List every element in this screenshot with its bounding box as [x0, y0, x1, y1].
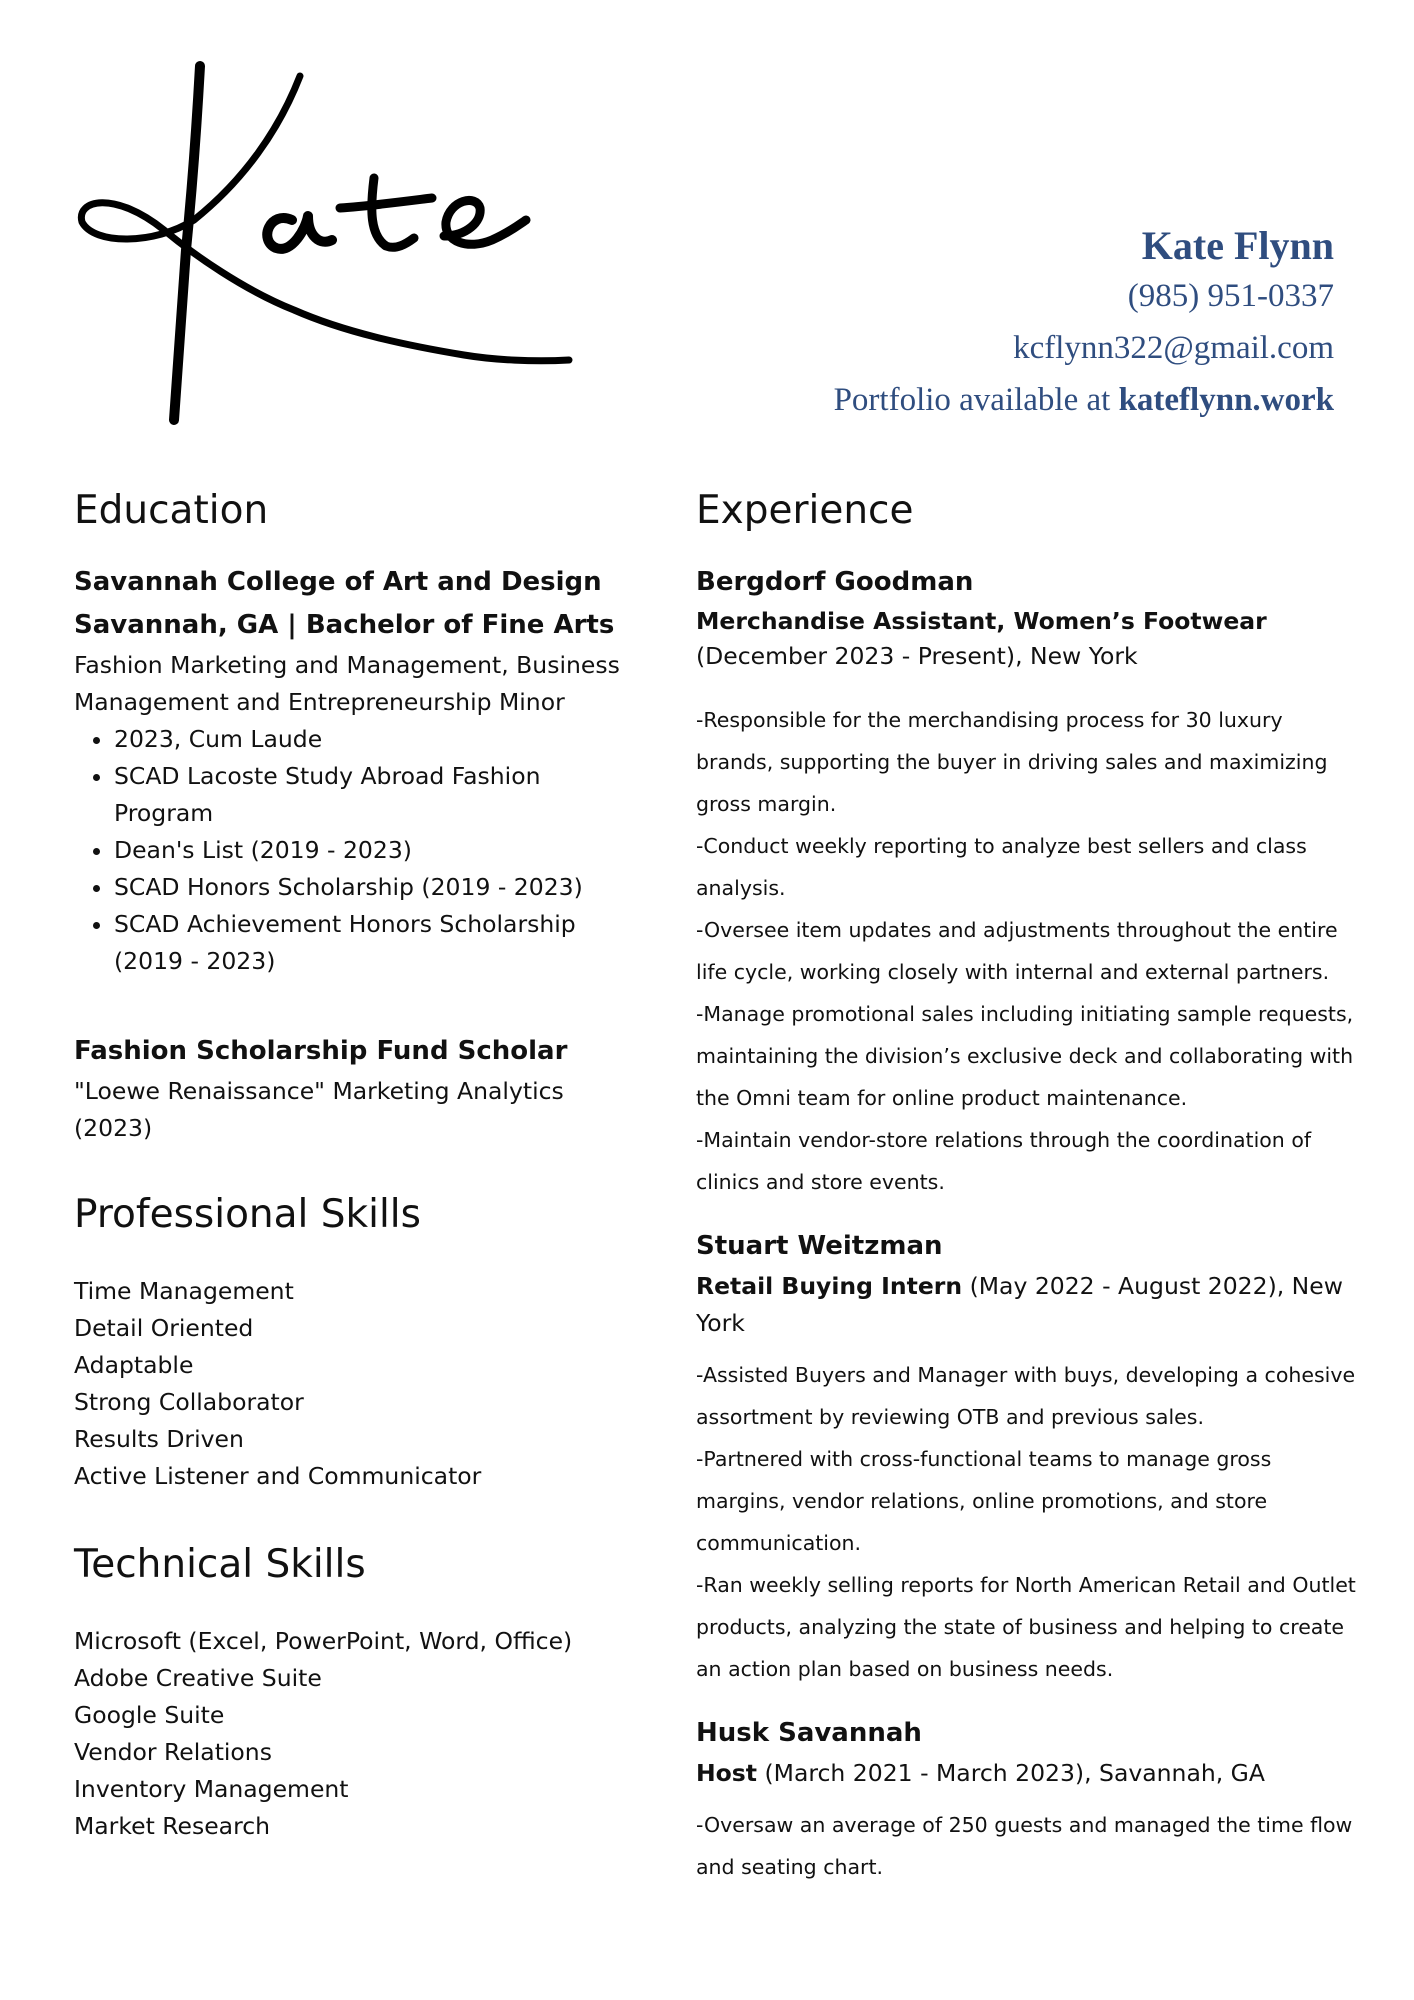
list-item: • Dean's List (2019 - 2023)	[114, 832, 634, 869]
school-name: Savannah College of Art and Design	[74, 567, 602, 597]
phone-number: (985) 951-0337	[1127, 278, 1334, 314]
award-detail: "Loewe Renaissance" Marketing Analytics (2023)	[74, 1077, 564, 1142]
duty-item: -Ran weekly selling reports for North American Retail and Outlet products, analyzing the state of business and helping to create an action plan based on business needs.	[696, 1573, 1356, 1681]
professional-skills-section	[74, 1187, 634, 1495]
job-entry	[696, 1225, 1356, 1690]
duty-item: -Oversaw an average of 250 guests and managed the time flow and seating chart.	[696, 1813, 1353, 1879]
list-item: Inventory Management	[74, 1775, 349, 1803]
job-entry	[696, 561, 1356, 1203]
left-column	[74, 483, 634, 1845]
duty-item: -Responsible for the merchandising process for 30 luxury brands, supporting the buyer in driving sales and maximizing gross margin.	[696, 708, 1328, 816]
list-item: • SCAD Honors Scholarship (2019 - 2023)	[114, 869, 634, 906]
job-entry	[696, 1712, 1356, 1888]
award-title: Fashion Scholarship Fund Scholar	[74, 1036, 568, 1066]
list-item: Active Listener and Communicator	[74, 1462, 482, 1490]
duty-item: -Oversee item updates and adjustments throughout the entire life cycle, working closely with internal and external partners.	[696, 918, 1338, 984]
experience-heading: Experience	[696, 488, 914, 533]
list-item: • 2023, Cum Laude	[114, 721, 634, 758]
job-role-line	[696, 1755, 1356, 1792]
duty-item: -Maintain vendor-store relations through the coordination of clinics and store events.	[696, 1128, 1312, 1194]
list-item: Microsoft (Excel, PowerPoint, Word, Office)	[74, 1627, 573, 1655]
job-role: Host	[696, 1759, 758, 1787]
technical-skills-list	[74, 1623, 634, 1845]
technical-skills-heading: Technical Skills	[74, 1542, 366, 1587]
list-item: Detail Oriented	[74, 1314, 254, 1342]
portfolio-line	[634, 374, 1334, 426]
contact-block	[634, 222, 1334, 426]
duty-item: -Partnered with cross-functional teams to manage gross margins, vendor relations, online promotions, and store communication.	[696, 1447, 1272, 1555]
job-dates: (May 2022 - August 2022), New York	[696, 1272, 1343, 1337]
job-duties	[696, 699, 1356, 1203]
job-company: Husk Savannah	[696, 1718, 922, 1748]
job-role-line	[696, 1268, 1356, 1342]
education-list	[74, 721, 634, 980]
list-item: Time Management	[74, 1277, 294, 1305]
job-role: Merchandise Assistant, Women’s Footwear	[696, 607, 1267, 635]
education-section	[74, 483, 634, 1147]
job-company: Stuart Weitzman	[696, 1231, 943, 1261]
job-duties	[696, 1354, 1356, 1690]
job-dates: (December 2023 - Present), New York	[696, 642, 1138, 670]
list-item: • SCAD Achievement Honors Scholarship (2019 - 2023)	[114, 906, 634, 980]
education-heading: Education	[74, 488, 269, 533]
candidate-name: Kate Flynn	[1141, 223, 1334, 268]
professional-skills-heading: Professional Skills	[74, 1192, 421, 1237]
list-item: Google Suite	[74, 1701, 225, 1729]
duty-item: -Conduct weekly reporting to analyze best sellers and class analysis.	[696, 834, 1307, 900]
duty-item: -Assisted Buyers and Manager with buys, developing a cohesive assortment by reviewing OTB and previous sales.	[696, 1363, 1356, 1429]
list-item: Results Driven	[74, 1425, 244, 1453]
portfolio-prefix: Portfolio available at	[833, 382, 1119, 418]
right-column	[696, 483, 1356, 1888]
school-degree: Savannah, GA | Bachelor of Fine Arts	[74, 610, 615, 640]
job-role: Retail Buying Intern	[696, 1272, 963, 1300]
signature-image	[74, 60, 614, 430]
technical-skills-section	[74, 1537, 634, 1845]
list-item: • SCAD Lacoste Study Abroad Fashion Program	[114, 758, 634, 832]
job-duties	[696, 1804, 1356, 1888]
job-company: Bergdorf Goodman	[696, 567, 974, 597]
list-item: Strong Collaborator	[74, 1388, 304, 1416]
professional-skills-list	[74, 1273, 634, 1495]
duty-item: -Manage promotional sales including initiating sample requests, maintaining the division’s exclusive deck and collaborating with the Omni team for online product maintenance.	[696, 1002, 1354, 1110]
portfolio-link[interactable]: kateflynn.work	[1118, 382, 1334, 418]
email-address: kcflynn322@gmail.com	[1013, 330, 1334, 366]
list-item: Vendor Relations	[74, 1738, 272, 1766]
list-item: Adaptable	[74, 1351, 194, 1379]
job-dates: (March 2021 - March 2023), Savannah, GA	[757, 1759, 1265, 1787]
list-item: Market Research	[74, 1812, 271, 1840]
school-majors: Fashion Marketing and Management, Business Management and Entrepreneurship Minor	[74, 651, 620, 716]
list-item: Adobe Creative Suite	[74, 1664, 322, 1692]
